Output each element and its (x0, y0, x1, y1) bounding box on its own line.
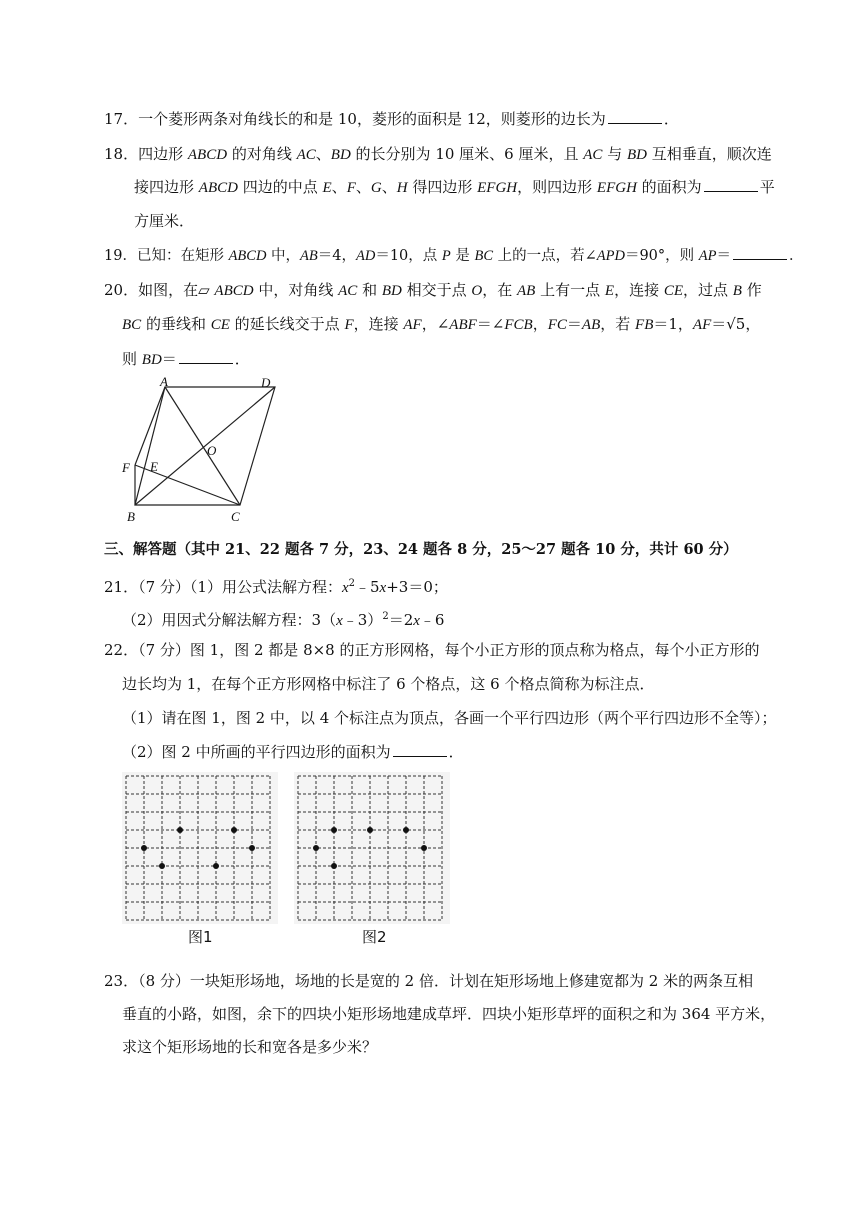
q19-text: 已知：在矩形 (136, 248, 229, 264)
q17-number: 17． (104, 110, 139, 128)
marked-lattice-point (421, 845, 427, 851)
q20-var: AB (517, 283, 536, 299)
question-18-line-1 (104, 143, 772, 166)
q21-text: ﹣5 (355, 578, 380, 596)
grid-figure-1 (122, 772, 278, 924)
parallelogram-figure (115, 375, 280, 525)
label-f: F (122, 460, 130, 475)
q18-text: 、 (315, 145, 331, 163)
q19-text: 是 (450, 248, 475, 264)
question-20-line-1 (104, 279, 762, 302)
q20-text: 则 (122, 350, 142, 368)
question-22-line-3: （1）请在图 1，图 2 中，以 4 个标注点为顶点，各画一个平行四边形（两个平行四边形不全等）； (122, 709, 777, 727)
marked-lattice-point (403, 827, 409, 833)
q20-var: FCB (504, 317, 533, 333)
answer-blank[interactable] (608, 108, 662, 124)
label-o: O (207, 443, 217, 458)
q21-text: （7 分）（1）用公式法解方程： (138, 578, 342, 596)
question-23-line-2: 垂直的小路，如图，余下的四块小矩形场地建成草坪．四块小矩形草坪的面积之和为 364 平方米， (122, 1005, 776, 1023)
q20-var: AF (692, 317, 712, 333)
marked-lattice-point (249, 845, 255, 851)
q18-var: ABCD (187, 147, 228, 163)
q20-number: 20． (104, 281, 139, 299)
q23-text: （8 分）一块矩形场地，场地的长是宽的 2 倍．计划在矩形场地上修建宽都为 2 米的两条互相 (138, 972, 754, 990)
q18-text: 平 (759, 178, 775, 196)
q20-text: ＝ (161, 350, 177, 368)
q19-var: P (441, 248, 451, 264)
question-18-line-2 (134, 176, 775, 199)
q20-var: FC (547, 317, 567, 333)
q20-var: FB (635, 317, 654, 333)
q19-text: 上的一点，若∠ (493, 248, 597, 264)
q21-number: 21． (104, 578, 139, 596)
q20-text: ，∠ (421, 315, 450, 333)
q20-var: O (471, 283, 483, 299)
label-b: B (127, 509, 135, 524)
q20-text: ＝1， (653, 315, 693, 333)
q19-text: ＝4， (317, 248, 356, 264)
q18-var: G (370, 180, 382, 196)
q18-var: ABCD (198, 180, 238, 196)
q21-var: x (341, 580, 349, 596)
label-a: A (160, 375, 168, 389)
q19-var: APD (596, 248, 625, 264)
q17-text: 一个菱形两条对角线长的和是 10，菱形的面积是 12，则菱形的边长为 (138, 110, 606, 128)
question-18-line-3 (134, 210, 194, 232)
question-22-line-4 (122, 741, 464, 763)
figure-2-caption: 图2 (362, 928, 387, 946)
q18-var: BD (626, 147, 647, 163)
q21-var: x (336, 613, 343, 629)
q22-text: （7 分）图 1，图 2 都是 8×8 的正方形网格，每个小正方形的顶点称为格点，每个小正方形的 (138, 641, 760, 659)
q18-var: BD (330, 147, 351, 163)
answer-blank[interactable] (704, 176, 758, 192)
q20-var: E (604, 283, 615, 299)
grid-figure-2 (294, 772, 450, 924)
marked-lattice-point (331, 863, 337, 869)
q20-text: ，若 (600, 315, 636, 333)
q23-number: 23． (104, 972, 139, 990)
marked-lattice-point (313, 845, 319, 851)
marked-lattice-point (231, 827, 237, 833)
q20-text: 的垂线和 (141, 315, 211, 333)
q21-text: （2）用因式分解法解方程：3（ (122, 611, 337, 629)
q21-text: ＝2 (388, 611, 414, 629)
diagonal-ac (165, 387, 240, 505)
q18-number: 18． (104, 145, 139, 163)
q20-text: 作 (741, 281, 762, 299)
q19-var: AP (698, 248, 717, 264)
question-21-line-2 (122, 606, 444, 632)
q20-var: ABCD (214, 283, 254, 299)
q20-var: AF (403, 317, 422, 333)
q22-text: （2）图 2 中所画的平行四边形的面积为 (122, 743, 391, 761)
q18-text: 的长分别为 10 厘米、6 厘米，且 (350, 145, 584, 163)
q19-end: ． (788, 248, 804, 264)
q20-var: B (732, 283, 742, 299)
q18-text: ，则四边形 (517, 178, 597, 196)
q19-var: AB (300, 248, 318, 264)
q20-text: ，过点 (683, 281, 733, 299)
q21-var: x (413, 613, 420, 629)
q18-var: F (346, 180, 356, 196)
q22-number: 22． (104, 641, 139, 659)
q20-text: ，连接 (353, 315, 404, 333)
q19-var: ABCD (228, 248, 267, 264)
q19-text: ＝ (716, 248, 731, 264)
q20-text: 的延长线交于点 (229, 315, 345, 333)
answer-blank[interactable] (393, 741, 447, 757)
q18-text: 的面积为 (636, 178, 702, 196)
q20-text: ＝√5， (711, 315, 761, 333)
q20-text: ，在 (482, 281, 518, 299)
question-22-line-2: 边长均为 1，在每个正方形网格中标注了 6 个格点，这 6 个格点简称为标注点． (122, 675, 655, 693)
question-21-line-1 (104, 573, 448, 599)
q20-var: ABF (449, 317, 477, 333)
q21-var: x (379, 580, 387, 596)
q20-var: CE (663, 283, 684, 299)
q21-exponent: 2 (382, 611, 389, 622)
q18-text: 得四边形 (407, 178, 478, 196)
marked-lattice-point (141, 845, 147, 851)
question-20-line-2 (122, 313, 760, 336)
q19-var: BC (474, 248, 493, 264)
q21-text: ﹣6 (419, 611, 445, 629)
marked-lattice-point (213, 863, 219, 869)
q18-text: 、 (381, 178, 397, 196)
q20-text: ，连接 (614, 281, 664, 299)
answer-blank[interactable] (179, 348, 233, 364)
label-c: C (231, 509, 240, 524)
q21-text: +3＝0； (386, 578, 448, 596)
q20-var: BC (122, 317, 142, 333)
q18-var: E (322, 180, 332, 196)
marked-lattice-point (177, 827, 183, 833)
q20-text: 和 (357, 281, 382, 299)
label-e: E (150, 459, 158, 474)
q18-text: 与 (602, 145, 627, 163)
question-19 (104, 244, 803, 267)
question-20-line-3 (122, 348, 250, 371)
question-17 (104, 108, 679, 130)
q18-var: AC (296, 147, 316, 163)
q18-text: 、 (331, 178, 347, 196)
q20-var: BD (381, 283, 402, 299)
label-d: D (261, 375, 271, 390)
q20-text: ＝ (566, 315, 582, 333)
q18-text: 、 (355, 178, 371, 196)
q20-var: AC (338, 283, 358, 299)
q20-var: F (344, 317, 354, 333)
q20-var: CE (210, 317, 230, 333)
q20-text: ， (532, 315, 548, 333)
marked-lattice-point (159, 863, 165, 869)
q18-text: 互相垂直，顺次连 (646, 145, 772, 163)
q20-var: BD (141, 352, 162, 368)
question-23-line-1 (104, 970, 753, 992)
question-22-line-1 (104, 639, 760, 661)
marked-lattice-point (367, 827, 373, 833)
q18-var: EFGH (477, 180, 518, 196)
section-3-title: 三、解答题（其中 21、22 题各 7 分，23、24 题各 8 分，25～27 题各 10 分，共计 60 分） (104, 541, 738, 558)
q21-text: ﹣3） (342, 611, 383, 629)
q19-number: 19． (104, 248, 137, 264)
q19-text: ＝10，点 (375, 248, 442, 264)
q19-text: ＝90°，则 (624, 248, 699, 264)
diagonal-bd (135, 387, 275, 505)
q20-text: 上有一点 (535, 281, 605, 299)
q20-text: 如图，在▱ (138, 281, 215, 299)
q18-var: EFGH (596, 180, 637, 196)
q20-text: ． (234, 350, 250, 368)
q19-text: 中， (266, 248, 301, 264)
q22-text: ． (448, 743, 464, 761)
q20-var: AB (581, 317, 601, 333)
q19-var: AD (355, 248, 376, 264)
q18-text: 的对角线 (227, 145, 297, 163)
q20-text: 相交于点 (401, 281, 472, 299)
marked-lattice-point (331, 827, 337, 833)
q21-exponent: 2 (348, 578, 355, 589)
q20-text: 中，对角线 (253, 281, 339, 299)
q18-text: 四边形 (138, 145, 188, 163)
q20-text: ＝∠ (476, 315, 505, 333)
figure-1-caption: 图1 (188, 928, 213, 946)
q18-var: H (396, 180, 408, 196)
q18-text: 方厘米． (134, 212, 195, 230)
q17-end: ． (663, 110, 679, 128)
q18-text: 接四边形 (134, 178, 199, 196)
answer-blank[interactable] (733, 244, 787, 260)
line-af (135, 387, 165, 465)
question-23-line-3: 求这个矩形场地的长和宽各是多少米？ (122, 1038, 378, 1056)
q18-var: AC (583, 147, 603, 163)
q18-text: 四边的中点 (237, 178, 323, 196)
